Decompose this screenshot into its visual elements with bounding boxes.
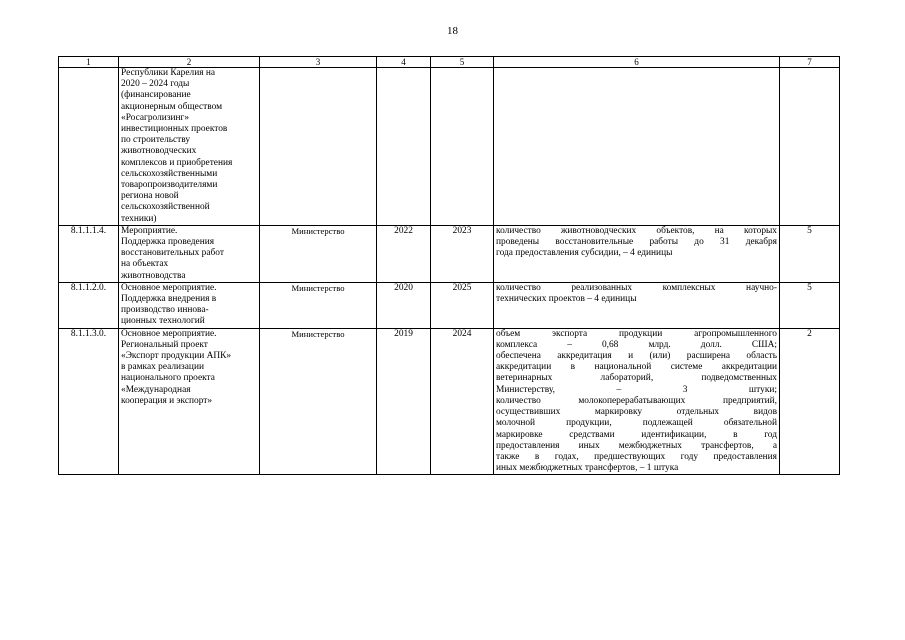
expected-result-line: Министерству, – 3 штуки;	[496, 384, 777, 395]
table-row	[59, 282, 840, 328]
activity-name-line: производство иннова-	[121, 305, 209, 316]
expected-result-line: количество реализованных комплексных научно-	[496, 282, 777, 293]
activity-name-line: Республики Карелия на	[121, 68, 216, 78]
executor	[260, 68, 377, 226]
activity-name-line: по строительству	[121, 135, 191, 146]
activity-name-line: товаропроизводителями	[121, 180, 218, 191]
column-header: 4	[377, 57, 431, 68]
activity-name-line: (финансирование	[121, 90, 191, 101]
table-row	[59, 328, 840, 475]
expected-result-line: аккредитации в национальной системе аккредитации	[496, 362, 777, 373]
activity-name-line: региона новой	[121, 191, 179, 202]
activity-name-line: Региональный проект	[121, 339, 208, 350]
expected-result-line: количество животноводческих объектов, на которых	[496, 225, 777, 236]
activity-name-line: в рамках реализации	[121, 362, 204, 373]
indicator-number: 2	[780, 328, 840, 475]
expected-result-line: объем экспорта продукции агропромышленного	[496, 328, 777, 339]
expected-result-line: предоставления иных межбюджетных трансфертов, а	[496, 440, 777, 451]
expected-result-line: молочной продукции, подлежащей обязательной	[496, 418, 777, 429]
activity-name	[119, 68, 260, 226]
activity-name	[119, 225, 260, 282]
year-end: 2025	[431, 282, 494, 328]
column-header: 7	[780, 57, 840, 68]
activity-name-line: «Росагролизинг»	[121, 112, 190, 123]
activity-name-line: национального проекта	[121, 373, 215, 384]
expected-result	[494, 68, 780, 226]
column-header: 5	[431, 57, 494, 68]
column-header: 1	[59, 57, 119, 68]
activity-name-line: на объектах	[121, 259, 169, 270]
activity-name-line: акционерным обществом	[121, 101, 223, 112]
table-row	[59, 68, 840, 226]
activity-name-line: «Экспорт продукции АПК»	[121, 351, 232, 362]
activity-name-line: Поддержка проведения	[121, 237, 215, 248]
activity-code: 8.1.1.3.0.	[59, 328, 119, 475]
activity-name-line: восстановительных работ	[121, 248, 224, 259]
indicator-number: 5	[780, 225, 840, 282]
year-start	[377, 68, 431, 226]
activity-name-line: животноводства	[121, 270, 186, 281]
activity-code: 8.1.1.1.4.	[59, 225, 119, 282]
year-end: 2023	[431, 225, 494, 282]
program-table	[58, 56, 840, 475]
column-header: 3	[260, 57, 377, 68]
expected-result-line: иных межбюджетных трансфертов, – 1 штука	[496, 463, 679, 474]
activity-name-line: Основное мероприятие.	[121, 282, 217, 293]
activity-code: 8.1.1.2.0.	[59, 282, 119, 328]
expected-result-line: технических проектов – 4 единицы	[496, 294, 637, 305]
expected-result-line: проведены восстановительные работы до 31 декабря	[496, 237, 777, 248]
executor: Министерство	[260, 225, 377, 282]
expected-result-line: комплекса – 0,68 млрд. долл. США;	[496, 339, 777, 350]
activity-code	[59, 68, 119, 226]
activity-name-line: «Международная	[121, 384, 191, 395]
indicator-number: 5	[780, 282, 840, 328]
activity-name-line: ционных технологий	[121, 316, 205, 327]
column-header: 6	[494, 57, 780, 68]
activity-name-line: техники)	[121, 213, 157, 224]
page-number: 18	[447, 25, 458, 37]
expected-result-line: осуществивших маркировку отдельных видов	[496, 407, 777, 418]
expected-result-line: также в годах, предшествующих году предоставления	[496, 451, 777, 462]
activity-name	[119, 282, 260, 328]
executor: Министерство	[260, 282, 377, 328]
activity-name-line: Основное мероприятие.	[121, 328, 217, 339]
activity-name-line: кооперация и экспорт»	[121, 395, 213, 406]
expected-result	[494, 328, 780, 475]
expected-result-line: количество молокоперерабатывающих предприятий,	[496, 395, 777, 406]
indicator-number	[780, 68, 840, 226]
activity-name-line: Поддержка внедрения в	[121, 294, 217, 305]
expected-result	[494, 225, 780, 282]
activity-name-line: инвестиционных проектов	[121, 124, 228, 135]
activity-name-line: Мероприятие.	[121, 225, 178, 236]
table-row	[59, 225, 840, 282]
year-start: 2019	[377, 328, 431, 475]
activity-name-line: сельскохозяйственной	[121, 202, 210, 213]
year-start: 2020	[377, 282, 431, 328]
activity-name-line: комплексов и приобретения	[121, 157, 233, 168]
expected-result-line: обеспечена аккредитация и (или) расширена область	[496, 351, 777, 362]
expected-result	[494, 282, 780, 328]
header-row	[59, 57, 840, 68]
year-start: 2022	[377, 225, 431, 282]
activity-name-line: 2020 – 2024 годы	[121, 79, 190, 90]
year-end: 2024	[431, 328, 494, 475]
year-end	[431, 68, 494, 226]
expected-result-line: маркировке средствами идентификации, в год	[496, 429, 777, 440]
executor: Министерство	[260, 328, 377, 475]
activity-name	[119, 328, 260, 475]
activity-name-line: животноводческих	[121, 146, 197, 157]
expected-result-line: ветеринарных лабораторий, подведомственных	[496, 373, 777, 384]
activity-name-line: сельскохозяйственными	[121, 168, 218, 179]
column-header: 2	[119, 57, 260, 68]
expected-result-line: года предоставления субсидии, – 4 единицы	[496, 248, 673, 259]
